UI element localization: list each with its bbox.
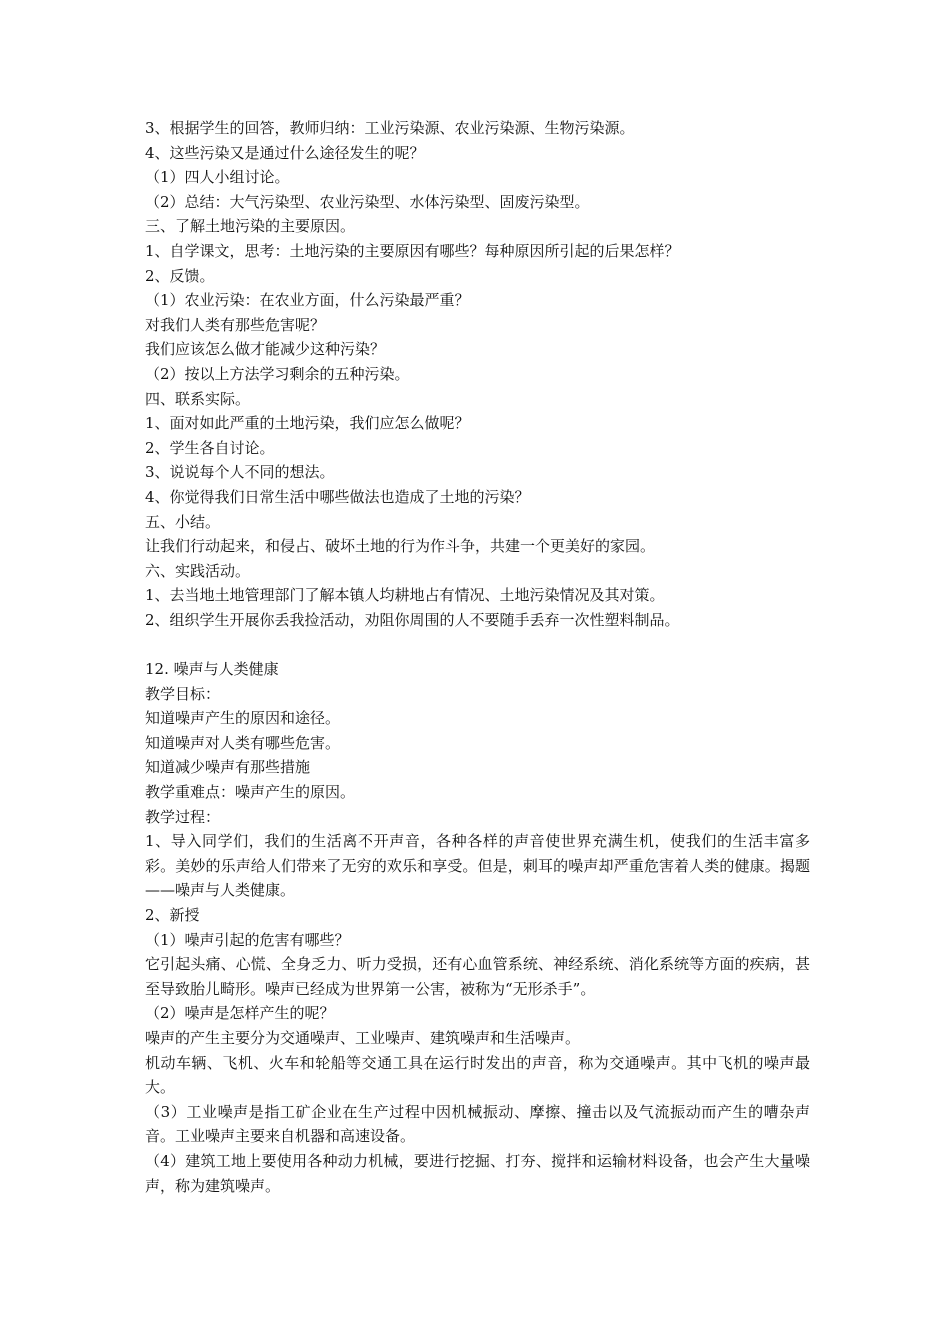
question-line: （2）噪声是怎样产生的呢？ — [145, 1004, 335, 1023]
goal-item: 知道减少噪声有那些措施 — [145, 758, 311, 777]
text-line: 2、反馈。 — [145, 266, 215, 285]
text-line: 3、说说每个人不同的想法。 — [145, 463, 335, 482]
text-line: 让我们行动起来，和侵占、破坏土地的行为作斗争，共建一个更美好的家园。 — [145, 537, 656, 556]
text-line: 1、自学课文，思考：土地污染的主要原因有哪些？每种原因所引起的后果怎样？ — [145, 241, 680, 260]
text-line: 4、你觉得我们日常生活中哪些做法也造成了土地的污染？ — [145, 487, 530, 506]
text-line: （2）按以上方法学习剩余的五种污染。 — [145, 364, 410, 383]
text-paragraph: （4）建筑工地上要使用各种动力机械，要进行挖掘、打夯、搅拌和运输材料设备，也会产生大量噪声，称为建筑噪声。 — [145, 1151, 810, 1195]
process-label: 教学过程： — [145, 807, 221, 826]
text-paragraph: （3）工业噪声是指工矿企业在生产过程中因机械振动、摩擦、撞击以及气流振动而产生的嘈杂声音。工业噪声主要来自机器和高速设备。 — [145, 1102, 810, 1146]
text-line: （2）总结：大气污染型、农业污染型、水体污染型、固废污染型。 — [145, 192, 590, 211]
section-heading: 三、了解土地污染的主要原因。 — [145, 217, 356, 236]
question-line: （1）噪声引起的危害有哪些？ — [145, 930, 350, 949]
new-lesson-label: 2、新授 — [145, 906, 200, 924]
goal-item: 知道噪声对人类有哪些危害。 — [145, 733, 341, 752]
text-line: 2、组织学生开展你丢我捡活动，劝阻你周围的人不要随手丢弃一次性塑料制品。 — [145, 610, 680, 629]
section-heading: 六、实践活动。 — [145, 561, 251, 580]
text-line: 我们应该怎么做才能减少这种污染？ — [145, 340, 386, 359]
lesson-title: 12. 噪声与人类健康 — [145, 660, 279, 679]
key-points: 教学重难点：噪声产生的原因。 — [145, 783, 356, 802]
blank-line — [145, 632, 810, 657]
answer-paragraph: 它引起头痛、心慌、全身乏力、听力受损，还有心血管系统、神经系统、消化系统等方面的疾病，甚至导致胎儿畸形。噪声已经成为世界第一公害，被称为“无形杀手”。 — [145, 955, 810, 998]
section-heading: 五、小结。 — [145, 512, 221, 531]
goals-label: 教学目标： — [145, 684, 221, 703]
text-line: 3、根据学生的回答，教师归纳：工业污染源、农业污染源、生物污染源。 — [145, 119, 635, 137]
text-line: （1）农业污染：在农业方面，什么污染最严重？ — [145, 291, 470, 310]
text-line: 2、学生各自讨论。 — [145, 438, 275, 457]
intro-paragraph: 1、导入同学们，我们的生活离不开声音，各种各样的声音使世界充满生机，使我们的生活丰富多彩。美妙的乐声给人们带来了无穷的欢乐和享受。但是，刺耳的噪声却严重危害着人类的健康。揭题——噪声与人类健康。 — [145, 832, 810, 900]
text-line: 对我们人类有那些危害呢？ — [145, 315, 326, 334]
text-line: （1）四人小组讨论。 — [145, 168, 290, 187]
answer-paragraph: 机动车辆、飞机、火车和轮船等交通工具在运行时发出的声音，称为交通噪声。其中飞机的噪声最大。 — [145, 1053, 810, 1097]
goal-item: 知道噪声产生的原因和途径。 — [145, 709, 341, 728]
answer-line: 噪声的产生主要分为交通噪声、工业噪声、建筑噪声和生活噪声。 — [145, 1028, 581, 1047]
text-line: 1、去当地土地管理部门了解本镇人均耕地占有情况、土地污染情况及其对策。 — [145, 586, 665, 605]
text-line: 1、面对如此严重的土地污染，我们应怎么做呢？ — [145, 414, 470, 433]
section-heading: 四、联系实际。 — [145, 389, 251, 408]
document-body — [145, 116, 810, 1198]
text-line: 4、这些污染又是通过什么途径发生的呢？ — [145, 143, 425, 162]
